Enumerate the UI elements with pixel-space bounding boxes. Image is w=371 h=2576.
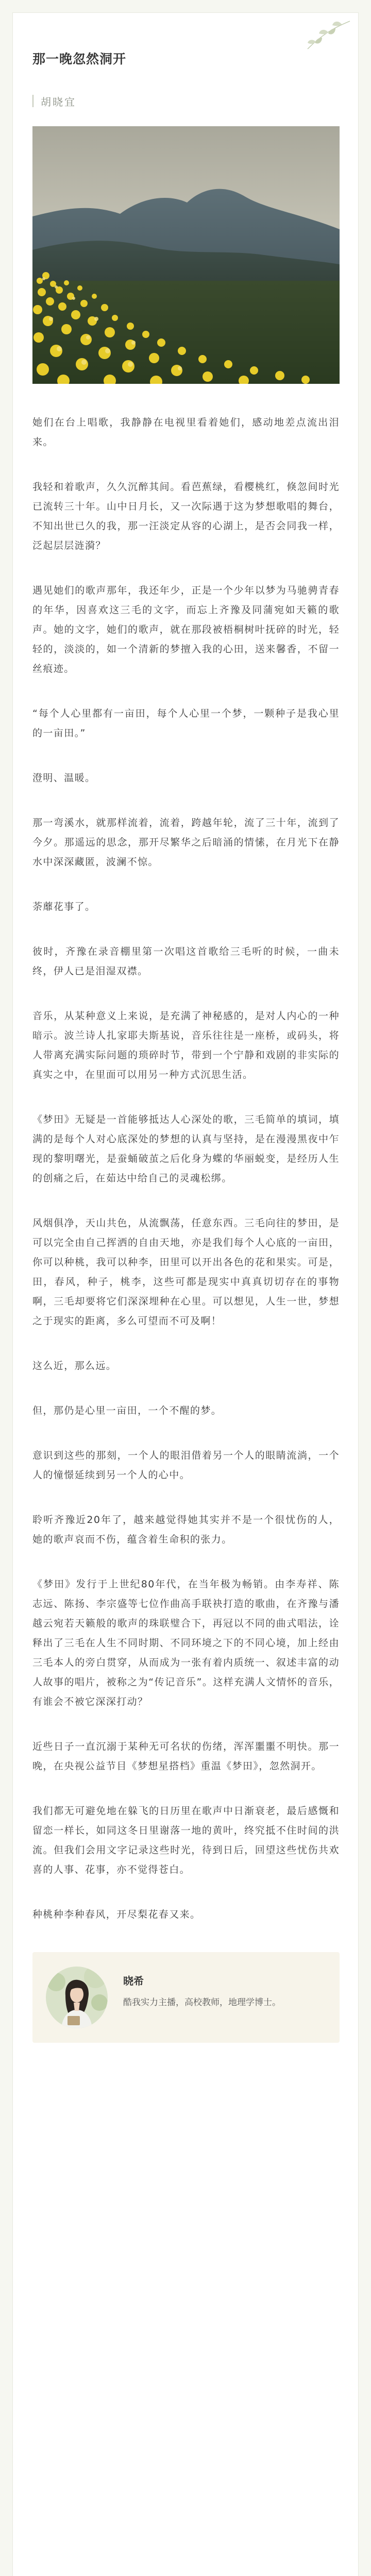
article — [13, 13, 359, 2043]
paragraph: 我轻和着歌声，久久沉醉其间。看芭蕉绿，看樱桃红，倏忽间时光已流转三十年。山中日月长，又一次际遇于这为梦想歌唱的舞台，不知出世已久的我，那一汪淡定从容的心湖上，是否会同我一样，泛起层层涟漪？ — [32, 481, 340, 551]
article-body — [32, 413, 340, 1924]
author-name[interactable]: 胡晓宜 — [41, 95, 76, 108]
avatar[interactable] — [46, 1967, 108, 2028]
paragraph: 那一弯溪水，就那样流着，流着，跨越年轮，流了三十年，流到了今夕。那遥远的思念，那开尽繁华之后暗涌的情愫，在月光下在静水中深深藏匿，波澜不惊。 — [32, 817, 340, 868]
author-card-info — [123, 1967, 281, 2010]
paragraph: 《梦田》无疑是一首能够抵达人心深处的歌，三毛简单的填词，填满的是每个人对心底深处的梦想的认真与坚持，是在漫漫黑夜中乍现的黎明曙光，是蚕蛹破茧之后化身为蝶的华丽蜕变，是经历人生的创痛之后，在茹达中给自己的灵魂松绑。 — [32, 1114, 340, 1184]
author-card-name[interactable]: 晓希 — [123, 1975, 144, 1987]
author-card[interactable] — [32, 1952, 340, 2043]
author-divider-bar — [32, 95, 33, 107]
page-frame — [12, 12, 359, 2576]
paragraph: 聆听齐豫近20年了，越来越觉得她其实并不是一个很忧伤的人，她的歌声哀而不伤，蕴含着生命积的张力。 — [32, 1514, 340, 1545]
paragraph: 遇见她们的歌声那年，我还年少，正是一个少年以梦为马驰骋青春的年华，因喜欢这三毛的文字，而忘上齐豫及同蒲宛如天籁的歌声。她的文字，她们的歌声，就在那段被梧桐树叶抚碎的时光，轻轻的，淡淡的，如一个清新的梦擅入我的心田，送来馨香，不留一丝痕迹。 — [32, 585, 340, 674]
paragraph: 我们都无可避免地在躲飞的日历里在歌声中日渐衰老，最后感慨和留恋一样长，如同这冬日里谢落一地的黄叶，终究抵不住时间的洪流。但我们会用文字记录这些时光，待到日后，回望这些忧伤共欢喜的人事、花事，亦不觉得苍白。 — [32, 1805, 340, 1875]
paragraph: 《梦田》发行于上世纪80年代，在当年极为畅销。由李寿祥、陈志远、陈扬、李宗盛等七位作曲高手联袂打造的歌曲，在齐豫与潘越云宛若天籁般的歌声的珠联璧合下，再冠以不同的曲式唱法，诠释出了三毛在人生不同时期、不同环境之下的不同心境，加上经由三毛本人的旁白贯穿，从而成为一张有着内质统一、叙述丰富的动人故事的唱片，被称之为“传记音乐”。这样充满人文情怀的音乐，有谁会不被它深深打动？ — [32, 1579, 340, 1707]
woman-portrait-avatar-icon — [46, 1967, 108, 2028]
paragraph: “每个人心里都有一亩田，每个人心里一个梦，一颗种子是我心里的一亩田。” — [32, 708, 340, 739]
paragraph: 意识到这些的那刻，一个人的眼泪借着另一个人的眼睛流淌，一个人的憧憬延续到另一个人的心中。 — [32, 1450, 340, 1481]
paragraph: 近些日子一直沉溺于某种无可名状的伤绪，浑浑噩噩不明快。那一晚，在央视公益节目《梦想星搭档》重温《梦田》，忽然洞开。 — [32, 1741, 340, 1772]
paragraph: 彼时，齐豫在录音棚里第一次唱这首歌给三毛听的时候，一曲未终，伊人已是泪湿双襟。 — [32, 946, 340, 977]
paragraph: 她们在台上唱歌，我静静在电视里看着她们，感动地差点流出泪来。 — [32, 417, 340, 448]
paragraph: 澄明、温暖。 — [32, 772, 96, 784]
paragraph: 但，那仍是心里一亩田，一个不醒的梦。 — [32, 1405, 222, 1416]
paragraph: 荼蘼花事了。 — [32, 901, 96, 912]
hero-landscape-image — [32, 126, 340, 384]
author-line — [32, 93, 340, 109]
paragraph: 这么近，那么远。 — [32, 1360, 117, 1371]
paragraph: 风烟俱净，天山共色，从流飘荡，任意东西。三毛向往的梦田，是可以完全由自己挥洒的自由天地，亦是我们每个人心底的一亩田，你可以种桃，我可以种李，田里可以开出各色的花和果实。可是，田，春风，种子，桃李，这些可都是现实中真真切切存在的事物啊，三毛却要将它们深深埋种在心里。可以想见，人生一世，梦想之于现实的距离，多么可望而不可及啊！ — [32, 1217, 340, 1327]
paragraph: 种桃种李种春风，开尽梨花春又来。 — [32, 1909, 201, 1920]
author-card-bio: 酷我实力主播，高校教师，地理学博士。 — [123, 1997, 281, 2008]
paragraph: 音乐，从某种意义上来说，是充满了神秘感的，是对人内心的一种暗示。波兰诗人扎家耶夫斯基说，音乐往往是一座桥，或码头，将人带离充满实际问题的琐碎时节，带到一个宁静和戏剧的非实际的真实之中，在里面可以用另一种方式沉思生活。 — [32, 1010, 340, 1080]
article-title: 那一晚忽然洞开 — [32, 52, 127, 66]
